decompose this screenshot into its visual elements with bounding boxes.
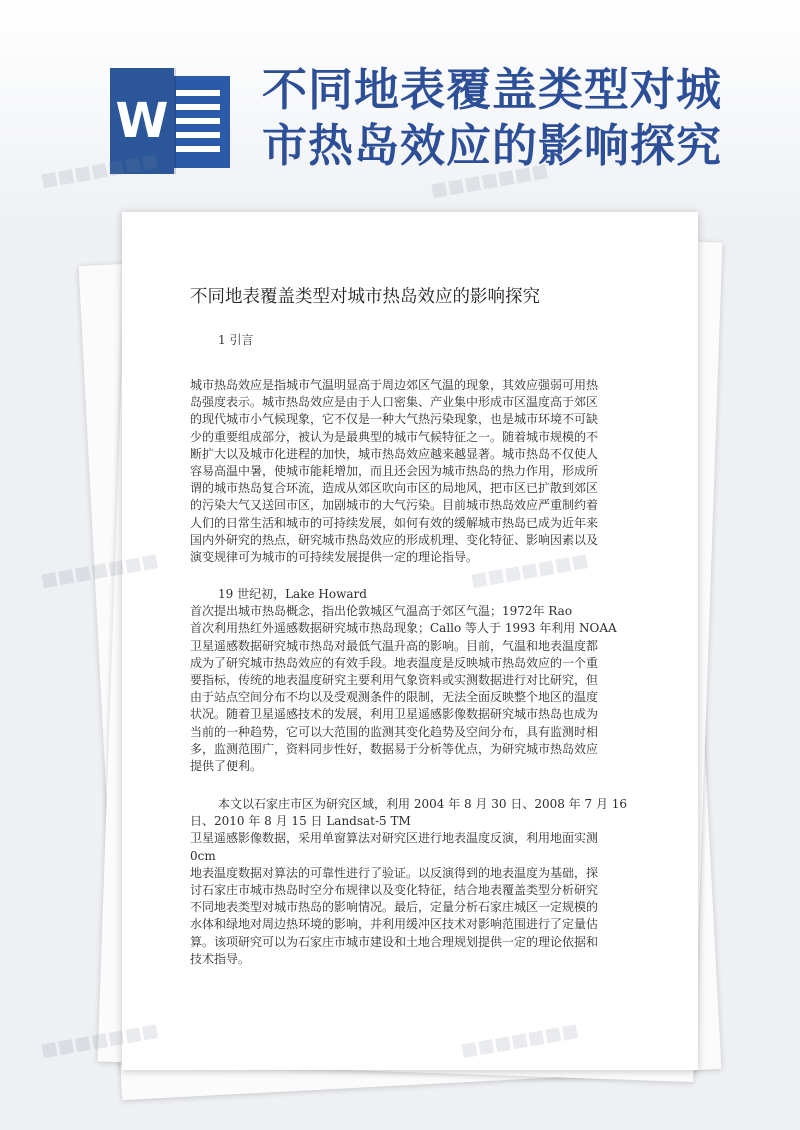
- text-line: 地表温度数据对算法的可靠性进行了验证。以反演得到的地表温度为基础，探: [190, 865, 599, 880]
- text-line: 算。该项研究可以为石家庄市城市建设和土地合理规划提供一定的理论依据和: [190, 934, 599, 949]
- text-line: 卫星遥感数据研究城市热岛对最低气温升高的影响。目前，气温和地表温度都: [190, 638, 599, 653]
- banner-title-line1: 不同地表覆盖类型对城: [262, 63, 723, 116]
- text-line: 卫星遥感影像数据，采用单窗算法对研究区进行地表温度反演，利用地面实测: [190, 831, 599, 846]
- text-line: 技术指导。: [190, 951, 251, 966]
- text-line: 日、2010 年 8 月 15 日 Landsat-5 TM: [190, 814, 411, 829]
- word-document-icon: [110, 68, 234, 174]
- text-line: 由于站点空间分布不均以及受观测条件的限制，无法全面反映整个地区的温度: [190, 690, 599, 705]
- text-line: 状况。随着卫星遥感技术的发展，利用卫星遥感影像数据研究城市热岛也成为: [190, 707, 599, 722]
- paragraph-1: [190, 377, 640, 566]
- text-line: 的污染大气又送回市区，加剧城市的大气污染。目前城市热岛效应严重制约着: [190, 498, 599, 513]
- text-line: 国内外研究的热点，研究城市热岛效应的形成机理、变化特征、影响因素以及: [190, 532, 599, 547]
- text-line: 19 世纪初，Lake Howard: [218, 587, 367, 601]
- paragraph-3: [190, 796, 640, 968]
- text-line: 成为了研究城市热岛效应的有效手段。地表温度是反映城市热岛效应的一个重: [190, 655, 599, 670]
- text-line: 城市热岛效应是指城市气温明显高于周边郊区气温的现象，其效应强弱可用热: [190, 378, 599, 392]
- text-line: 演变规律可为城市的可持续发展提供一定的理论指导。: [190, 550, 479, 565]
- text-line: 容易高温中暑，使城市能耗增加，而且还会因为城市热岛的热力作用，形成所: [190, 464, 599, 479]
- text-line: 提供了便利。: [190, 759, 263, 774]
- text-line: 不同地表类型对城市热岛的影响情况。最后，定量分析石家庄城区一定规模的: [190, 900, 599, 915]
- banner-title-line2: 市热岛效应的影响探究: [262, 119, 723, 172]
- text-line: 水体和绿地对周边热环境的影响，并利用缓冲区技术对影响范围进行了定量估: [190, 917, 599, 932]
- text-line: 当前的一种趋势，它可以大范围的监测其变化趋势及空间分布，具有监测时相: [190, 724, 599, 739]
- text-line: 本文以石家庄市区为研究区域，利用 2004 年 8 月 30 日、2008 年 7 月 16: [218, 797, 628, 811]
- text-line: 岛强度表示。城市热岛效应是由于人口密集、产业集中形成市区温度高于郊区: [190, 395, 599, 410]
- text-line: 的现代城市小气候现象，它不仅是一种大气热污染现象，也是城市环境不可缺: [190, 412, 599, 427]
- document-title: 不同地表覆盖类型对城市热岛效应的影响探究: [190, 287, 540, 307]
- text-line: 谓的城市热岛复合环流，造成从郊区吹向市区的局地风，把市区已扩散到郊区: [190, 481, 599, 496]
- section-heading: 1 引言: [218, 333, 254, 347]
- text-line: 断扩大以及城市化进程的加快，城市热岛效应越来越显著。城市热岛不仅使人: [190, 446, 599, 461]
- text-line: 首次利用热红外遥感数据研究城市热岛现象；Callo 等人于 1993 年利用 NOAA: [190, 621, 617, 636]
- text-line: 讨石家庄市城市热岛时空分布规律以及变化特征，结合地表覆盖类型分析研究: [190, 883, 599, 898]
- banner-title: [262, 62, 782, 174]
- text-line: 人们的日常生活和城市的可持续发展，如何有效的缓解城市热岛已成为近年来: [190, 515, 599, 530]
- text-line: 少的重要组成部分，被认为是最典型的城市气候特征之一。随着城市规模的不: [190, 429, 599, 444]
- text-line: 要指标，传统的地表温度研究主要利用气象资料或实测数据进行对比研究，但: [190, 673, 599, 688]
- word-logo-letter: W: [110, 68, 174, 174]
- text-line: 多，监测范围广，资料同步性好，数据易于分析等优点，为研究城市热岛效应: [190, 741, 599, 756]
- text-line: 0cm: [190, 848, 216, 863]
- text-line: 首次提出城市热岛概念，指出伦敦城区气温高于郊区气温；1972年 Rao: [190, 604, 573, 619]
- paragraph-2: [190, 586, 640, 775]
